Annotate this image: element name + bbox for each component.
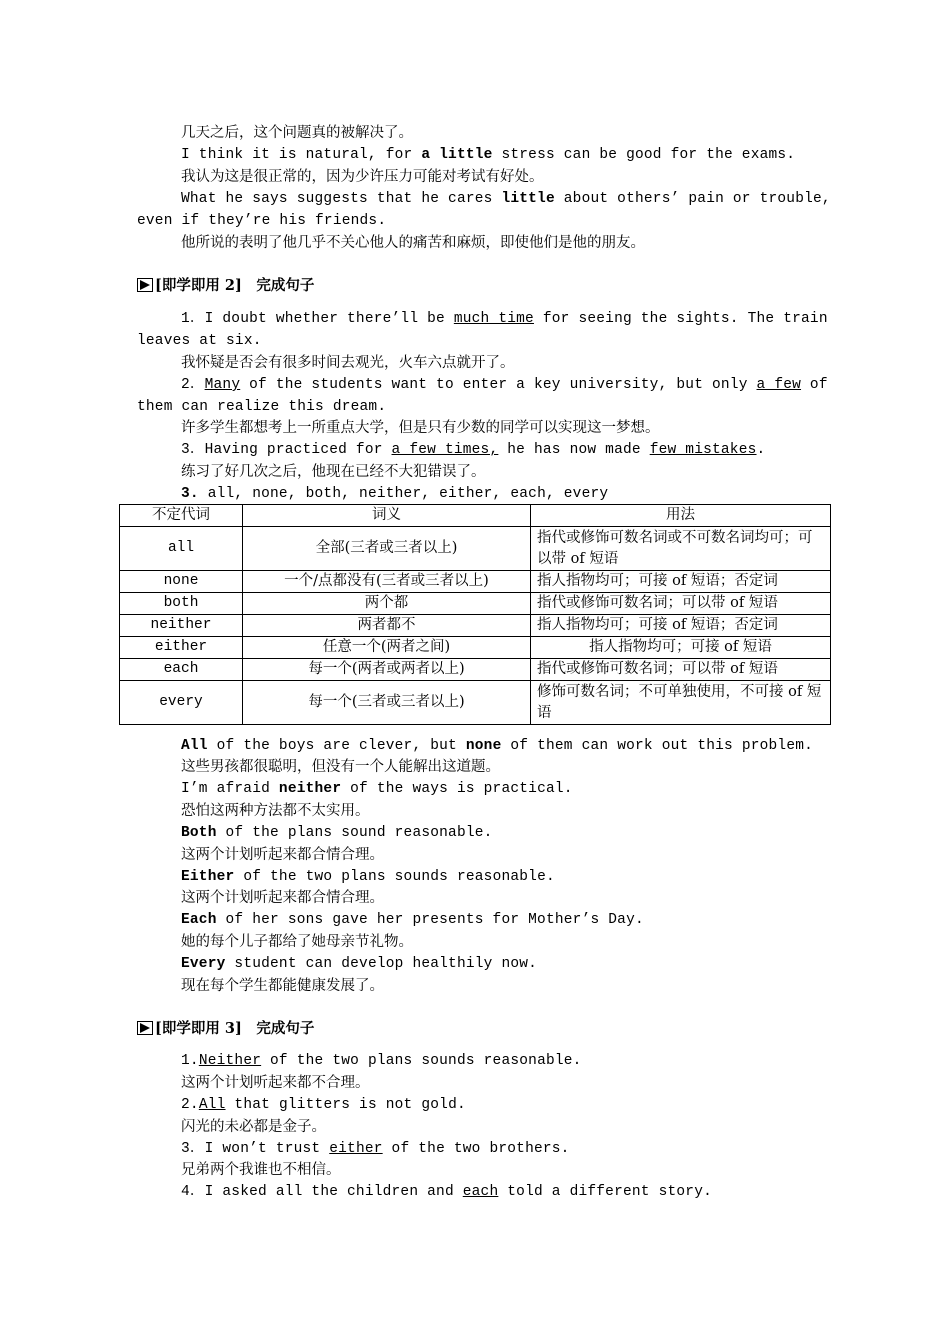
keyword: none [465,738,502,754]
text: 3．Having practiced for [181,442,392,458]
topic-3-title [181,484,608,504]
example-2-en [181,779,573,799]
text: I think it is natural, for [181,147,422,163]
header-cell: 不定代词 [120,505,243,527]
text: of the plans sound reasonable. [216,825,493,841]
answer: few mistakes [649,442,757,458]
table-row [120,593,831,615]
usage-cell: 修饰可数名词；不可单独使用，不可接 of 短语 [531,681,831,725]
s3-q1-cn: 这两个计划听起来都不合理。 [181,1075,370,1091]
usage-cell: 指代或修饰可数名词或不可数名词均可；可以带 of 短语 [531,527,831,571]
meaning-cell: 每一个(三者或三者以上) [243,681,531,725]
text: of the two brothers. [382,1141,570,1157]
keyword: a little [421,147,493,163]
usage-cell: 指代或修饰可数名词；可以带 of 短语 [531,593,831,615]
example-5-en [181,910,644,930]
intro-en-line-2 [181,189,831,209]
s2-q1-line1 [181,309,828,329]
header-cell: 词义 [243,505,531,527]
word-cell: all [120,527,243,571]
text: that glitters is not gold. [225,1097,466,1113]
answer: much time [453,311,534,327]
word-cell: either [120,637,243,659]
example-3-en [181,823,493,843]
keyword: Every [181,956,226,972]
s3-q3-cn: 兄弟两个我谁也不相信。 [181,1162,341,1178]
meaning-cell: 一个/点都没有(三者或三者以上) [243,571,531,593]
text: of the two plans sounds reasonable. [261,1053,582,1069]
example-1-en [181,736,813,756]
answer: All [198,1097,226,1113]
answer: each [462,1184,499,1200]
text: of her sons gave her presents for Mother’s Day. [216,912,644,928]
text: What he says suggests that he cares [181,191,502,207]
answer: a few times, [391,442,499,458]
meaning-cell: 任意一个(两者之间) [243,637,531,659]
s3-q2-cn: 闪光的未必都是金子。 [181,1119,326,1135]
header-cell: 用法 [531,505,831,527]
example-2-cn: 恐怕这两种方法都不太实用。 [181,803,370,819]
text: 3．I won’t trust [181,1141,330,1157]
text: of the two plans sounds reasonable. [234,869,555,885]
intro-cn-line-2: 我认为这是很正常的，因为少许压力可能对考试有好处。 [181,169,544,185]
table-header-row [120,505,831,527]
table-row [120,681,831,725]
text: for seeing the sights. The train [533,311,828,327]
text: 1．I doubt whether there’ll be [181,311,454,327]
text: of them can work out this problem. [501,738,814,754]
s2-q2-line2: them can realize this dream. [137,399,387,415]
table-row [120,637,831,659]
s2-q3-cn: 练习了好几次之后，他现在已经不大犯错误了。 [181,464,486,480]
keyword: Each [181,912,217,928]
text: of the ways is practical. [341,781,573,797]
meaning-cell: 每一个(两者或两者以上) [243,659,531,681]
intro-en-line-3: even if they’re his friends. [137,213,387,229]
answer: a few [756,377,802,393]
answer: Many [204,377,241,393]
word-cell: every [120,681,243,725]
text: of the students want to enter a key university, but only [240,377,757,393]
table-row [120,659,831,681]
text: student can develop healthily now. [225,956,538,972]
intro-cn-line-1: 几天之后，这个问题真的被解决了。 [181,125,413,141]
s2-q1-cn: 我怀疑是否会有很多时间去观光，火车六点就开了。 [181,355,515,371]
section-3-heading [137,1017,314,1038]
example-4-cn: 这两个计划听起来都合情合理。 [181,890,384,906]
section-2-heading [137,274,314,295]
example-3-cn: 这两个计划听起来都合情合理。 [181,847,384,863]
text: of the boys are clever, but [207,738,466,754]
text: 2. [181,1097,199,1113]
text: stress can be good for the exams. [492,147,796,163]
usage-cell: 指人指物均可；可接 of 短语；否定词 [531,615,831,637]
word-cell: each [120,659,243,681]
example-6-en [181,954,537,974]
text: 2． [181,377,205,393]
play-flag-icon [137,1021,153,1035]
keyword: neither [278,781,342,797]
keyword: little [501,191,555,207]
intro-cn-line-3: 他所说的表明了他几乎不关心他人的痛苦和麻烦，即使他们是他的朋友。 [181,235,645,251]
s2-q2-line1 [181,375,828,395]
usage-cell: 指人指物均可；可接 of 短语 [531,637,831,659]
text: told a different story. [498,1184,712,1200]
text: of [801,377,828,393]
table-row [120,527,831,571]
text: 1. [181,1053,199,1069]
word-cell: both [120,593,243,615]
example-1-cn: 这些男孩都很聪明，但没有一个人能解出这道题。 [181,759,500,775]
text: . [756,442,766,458]
s3-q4-en [181,1182,712,1202]
example-5-cn: 她的每个儿子都给了她母亲节礼物。 [181,934,413,950]
word-cell: none [120,571,243,593]
table-row [120,615,831,637]
keyword: All [181,738,208,754]
s2-q1-line2: leaves at six. [137,333,262,349]
usage-cell: 指代或修饰可数名词；可以带 of 短语 [531,659,831,681]
answer: Neither [198,1053,262,1069]
example-4-en [181,867,555,887]
s2-q2-cn: 许多学生都想考上一所重点大学，但是只有少数的同学可以实现这一梦想。 [181,420,660,436]
meaning-cell: 两者都不 [243,615,531,637]
answer: either [329,1141,383,1157]
meaning-cell: 两个都 [243,593,531,615]
topic-number: 3. [181,486,199,502]
text: all, none, both, neither, either, each, every [198,486,609,502]
s2-q3-line1 [181,440,765,460]
heading-text: [即学即用 2] 完成句子 [155,277,315,294]
example-6-cn: 现在每个学生都能健康发展了。 [181,978,384,994]
keyword: Both [181,825,217,841]
s3-q2-en [181,1095,466,1115]
s3-q3-en [181,1139,570,1159]
table-row [120,571,831,593]
intro-en-line-1 [181,145,795,165]
meaning-cell: 全部(三者或三者以上) [243,527,531,571]
keyword: Either [181,869,235,885]
pronoun-table [119,504,831,725]
text: 4．I asked all the children and [181,1184,463,1200]
text: he has now made [498,442,650,458]
word-cell: neither [120,615,243,637]
heading-text: [即学即用 3] 完成句子 [155,1020,315,1037]
s3-q1-en [181,1051,582,1071]
text: about others’ pain or trouble, [554,191,831,207]
text: I’m afraid [181,781,279,797]
usage-cell: 指人指物均可；可接 of 短语；否定词 [531,571,831,593]
play-flag-icon [137,278,153,292]
